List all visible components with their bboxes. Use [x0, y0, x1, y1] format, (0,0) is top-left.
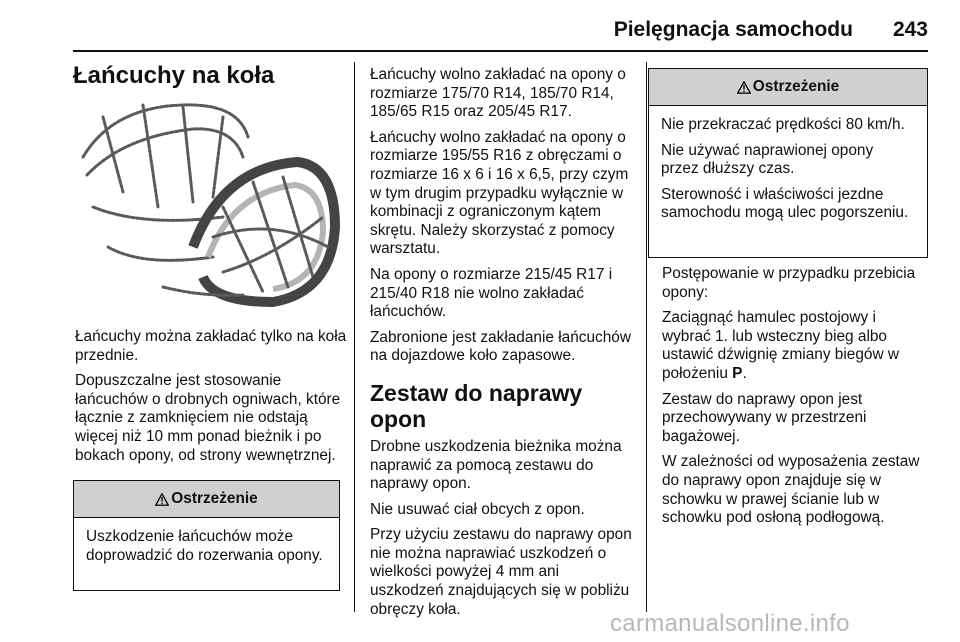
warning-text: Nie przekraczać prędkości 80 km/h.: [661, 116, 905, 133]
header-title: Pielęgnacja samochodu: [613, 18, 853, 41]
column-divider-2: [646, 62, 647, 612]
column-3: [662, 265, 928, 535]
warning-header: [74, 481, 339, 518]
warning-title: Ostrzeżenie: [171, 490, 258, 507]
section-title: Łańcuchy na koła: [73, 62, 275, 89]
section-heading: Zestaw do naprawy opon: [370, 379, 583, 432]
header-divider: [73, 50, 928, 52]
paragraph: [662, 309, 928, 383]
warning-text: Uszkodzenie łańcuchów może doprowadzić do rozerwania opony.: [86, 528, 323, 564]
paragraph: Nie usuwać ciał obcych z opon.: [370, 500, 585, 518]
warning-title: Ostrzeżenie: [752, 78, 840, 95]
warning-header: [649, 69, 927, 106]
warning-triangle-icon: [155, 493, 169, 506]
column-divider-1: [354, 62, 355, 612]
paragraph: Zestaw do naprawy opon jest przechowywany w przestrzeni bagażowej.: [662, 390, 867, 445]
page-header: [0, 18, 928, 42]
snow-chains-illustration: [73, 97, 340, 309]
page-number: 243: [892, 18, 928, 41]
paragraph: Zabronione jest zakładanie łańcuchów na dojazdowe koło zapasowe.: [370, 328, 631, 365]
warning-box-2: [648, 68, 928, 258]
paragraph: Przy użyciu zestawu do naprawy opon nie można naprawiać uszkodzeń o wielkości powyżej 4 mm ani uszkodzeń znajdujących się w pobliżu obręczy koła.: [370, 526, 632, 618]
paragraph: Łańcuchy wolno zakładać na opony o rozmiarze 195/55 R16 z obręczami o rozmiarze 16 x 6 i 16 x 6,5, przy czym w tym drugim przypadku wyłącznie w kombinacji z ograniczonym kątem skrętu. Należy skorzystać z pomocy warsztatu.: [370, 128, 629, 258]
paragraph: W zależności od wyposażenia zestaw do naprawy opon znajduje się w schowku w prawej ścianie lub w schowku pod osłoną podłogową.: [662, 453, 920, 527]
paragraph: Łańcuchy można zakładać tylko na koła przednie.: [75, 328, 347, 364]
paragraph: Postępowanie w przypadku przebicia opony:: [662, 265, 916, 301]
column-1: [75, 328, 350, 472]
paragraph: Na opony o rozmiarze 215/45 R17 i 215/40 R18 nie wolno zakładać łańcuchów.: [370, 265, 613, 321]
warning-text: Sterowność i właściwości jezdne samochodu mogą ulec pogorszeniu.: [661, 185, 909, 222]
warning-triangle-icon: [737, 81, 751, 94]
warning-box-1: [73, 480, 340, 591]
paragraph: Łańcuchy wolno zakładać na opony o rozmiarze 175/70 R14, 185/70 R14, 185/65 R15 oraz 205/45 R17.: [370, 66, 626, 121]
paragraph: Drobne uszkodzenia bieżnika można naprawić za pomocą zestawu do naprawy opon.: [370, 437, 622, 493]
gear-position: P: [732, 364, 743, 382]
warning-text: Nie używać naprawionej opony przez dłuższy czas.: [661, 141, 874, 178]
paragraph: Dopuszczalne jest stosowanie łańcuchów o drobnych ogniwach, które łącznie z zamknięciem nie odstają więcej niż 10 mm ponad bieżnik i po bokach opony, od strony wewnętrznej.: [75, 372, 341, 464]
watermark: carmanualsonline.info: [610, 610, 850, 637]
period: .: [742, 364, 747, 382]
paragraph-text: Zaciągnąć hamulec postojowy i wybrać 1. lub wsteczny bieg albo ustawić dźwignię zmiany biegów w położeniu: [662, 309, 899, 382]
column-2: [370, 66, 636, 626]
